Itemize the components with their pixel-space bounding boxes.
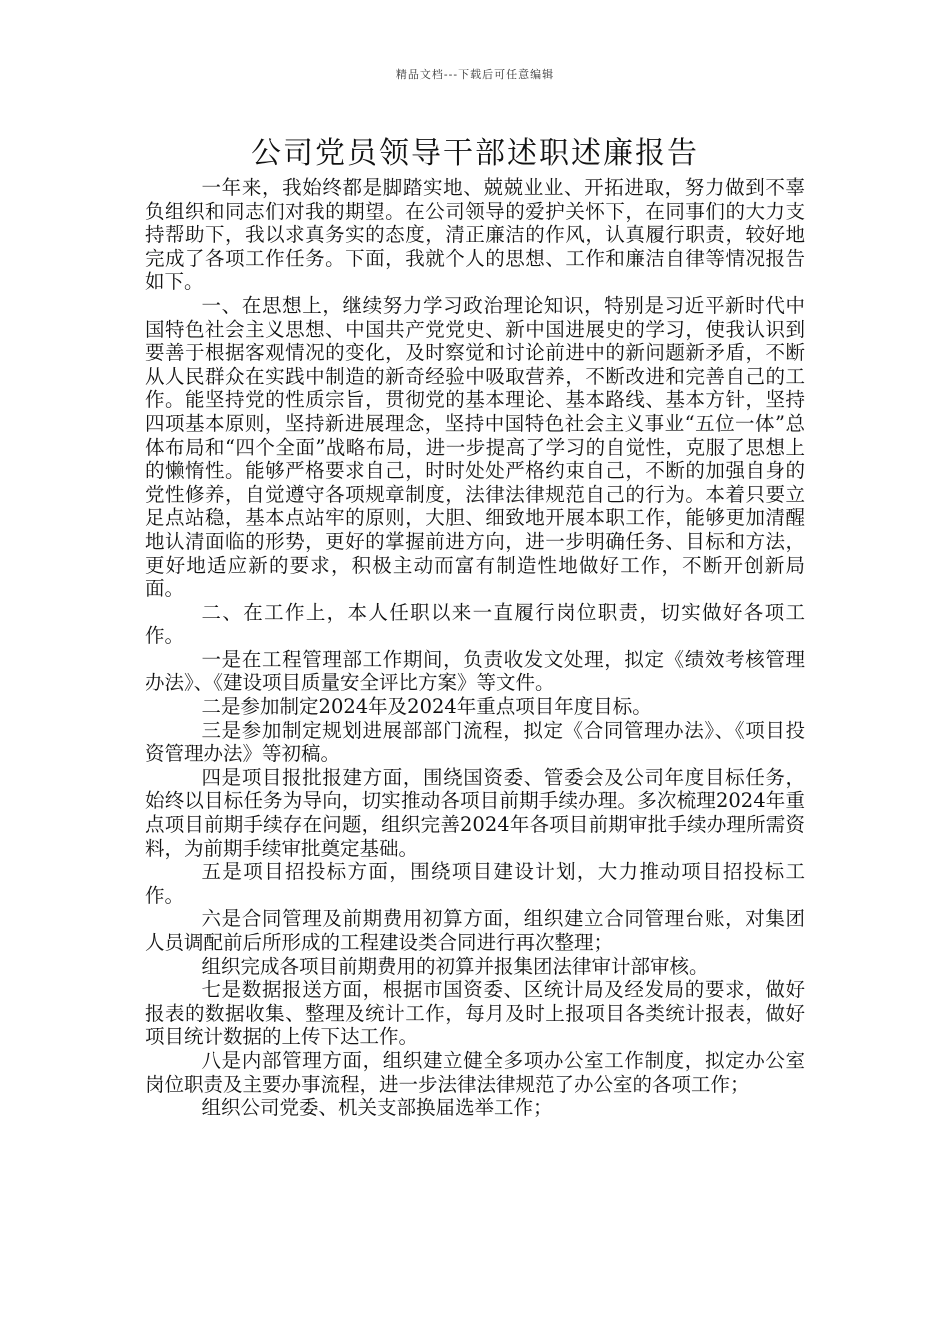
header-note: 精品文档---下载后可任意编辑: [395, 68, 555, 81]
paragraph: 六是合同管理及前期费用初算方面，组织建立合同管理台账，对集团人员调配前后所形成的工程建设类合同进行再次整理；: [145, 907, 805, 954]
paragraph: 二、在工作上，本人任职以来一直履行岗位职责，切实做好各项工作。: [145, 600, 805, 648]
paragraph: 五是项目招投标方面，围绕项目建设计划，大力推动项目招投标工作。: [145, 860, 805, 907]
paragraph: 二是参加制定2024年及2024年重点项目年度目标。: [201, 695, 652, 719]
report-body: [145, 176, 805, 1120]
paragraph: 四是项目报批报建方面，围绕国资委、管委会及公司年度目标任务，始终以目标任务为导向，切实推动各项目前期手续办理。多次梳理2024年重点项目前期手续存在问题，组织完善2024年各项目前期审批手续办理所需资料，为前期手续审批奠定基础。: [145, 765, 805, 860]
page-title: 公司党员领导干部述职述廉报告: [251, 136, 699, 171]
paragraph: 一、在思想上，继续努力学习政治理论知识，特别是习近平新时代中国特色社会主义思想、中国共产党党史、新中国进展史的学习，使我认识到要善于根据客观情况的变化，及时察觉和讨论前进中的新问题新矛盾，不断从人民群众在实践中制造的新奇经验中吸取营养，不断改进和完善自己的工作。能坚持党的性质宗旨，贯彻党的基本理论、基本路线、基本方针，坚持四项基本原则，坚持新进展理念，坚持中国特色社会主义事业“五位一体”总体布局和“四个全面”战略布局，进一步提高了学习的自觉性，克服了思想上的懒惰性。能够严格要求自己，时时处处严格约束自己，不断的加强自身的党性修养，自觉遵守各项规章制度，法律法律规范自己的行为。本着只要立足点站稳，基本点站牢的原则，大胆、细致地开展本职工作，能够更加清醒地认清面临的形势，更好的掌握前进方向，进一步明确任务、目标和方法，更好地适应新的要求，积极主动而富有制造性地做好工作，不断开创新局面。: [145, 293, 805, 601]
paragraph: 一是在工程管理部工作期间，负责收发文处理，拟定《绩效考核管理办法》、《建设项目质量安全评比方案》等文件。: [145, 647, 805, 695]
paragraph: 八是内部管理方面，组织建立健全多项办公室工作制度，拟定办公室岗位职责及主要办事流程，进一步法律法律规范了办公室的各项工作；: [145, 1048, 805, 1096]
paragraph: 一年来，我始终都是脚踏实地、兢兢业业、开拓进取，努力做到不辜负组织和同志们对我的期望。在公司领导的爱护关怀下，在同事们的大力支持帮助下，我以求真务实的态度，清正廉洁的作风，认真履行职责，较好地完成了各项工作任务。下面，我就个人的思想、工作和廉洁自律等情况报告如下。: [145, 176, 805, 294]
paragraph: 组织公司党委、机关支部换届选举工作；: [201, 1096, 553, 1120]
paragraph: 三是参加制定规划进展部部门流程，拟定《合同管理办法》、《项目投资管理办法》等初稿。: [145, 718, 805, 766]
paragraph: 七是数据报送方面，根据市国资委、区统计局及经发局的要求，做好报表的数据收集、整理及统计工作，每月及时上报项目各类统计报表，做好项目统计数据的上传下达工作。: [145, 978, 805, 1049]
paragraph: 组织完成各项目前期费用的初算并报集团法律审计部审核。: [201, 954, 709, 978]
